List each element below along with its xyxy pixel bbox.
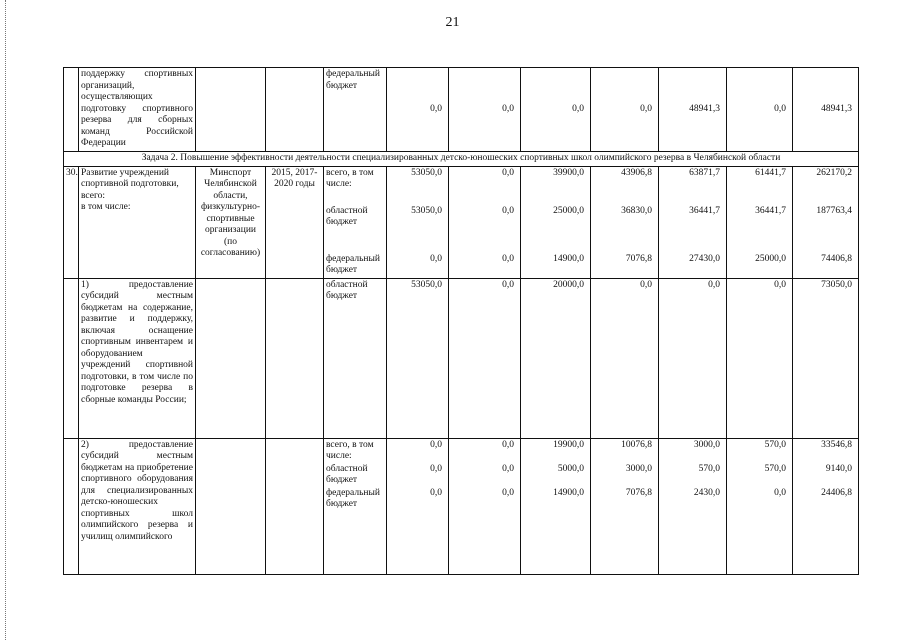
value-column: 0,0 0,0 0,0: [449, 166, 521, 278]
funding-source: областной бюджет: [326, 463, 368, 485]
value-cell: 48941,3: [659, 68, 727, 152]
value-column: 262170,2 187763,4 74406,8: [793, 166, 859, 278]
value-cell: 0,0: [591, 68, 659, 152]
value-column: 19900,0 5000,0 14900,0: [521, 438, 591, 574]
budget-table: [63, 67, 859, 575]
value-cell: 0,0: [449, 68, 521, 152]
value-cell: 0,0: [727, 278, 793, 438]
funding-sources: [324, 438, 387, 574]
measure-name: 1) предоставление субсидий местным бюджетам на содержание, развитие и поддержку, включая оснащение спортивным инвентарем и оборудованием учреждений спортивной подготовки, в том числе по подготовке резерва в сборные команды России;: [79, 278, 196, 438]
value-cell: 20000,0: [521, 278, 591, 438]
value-column: 63871,7 36441,7 27430,0: [659, 166, 727, 278]
executor: Минспорт Челябинской области, физкультурно-спортивные организации (по согласованию): [196, 166, 266, 278]
page-number: 21: [445, 15, 460, 30]
years: 2015, 2017-2020 годы: [266, 166, 324, 278]
value-column: 33546,8 9140,0 24406,8: [793, 438, 859, 574]
funding-source: всего, в том числе:: [326, 439, 374, 461]
measure-name: поддержку спортивных организаций, осуществляющих подготовку спортивного резерва для сборных команд Российской Федерации: [79, 68, 196, 152]
value-cell: 0,0: [521, 68, 591, 152]
value-column: 0,0 0,0 0,0: [449, 438, 521, 574]
measure-name: 2) предоставление субсидий местным бюджетам на приобретение спортивного оборудования для специализированных детско-юношеских спортивных школ олимпийского резерва и училищ олимпийского: [79, 438, 196, 574]
binding-margin-line: [5, 0, 6, 640]
value-cell: 0,0: [591, 278, 659, 438]
measure-name-sub: в том числе:: [81, 202, 131, 212]
funding-source: всего, в том числе:: [326, 167, 374, 189]
value-column: 39900,0 25000,0 14900,0: [521, 166, 591, 278]
table-row: [64, 278, 859, 438]
funding-source: областной бюджет: [326, 205, 368, 227]
value-column: 570,0 570,0 0,0: [727, 438, 793, 574]
row-number: 30.: [64, 166, 79, 278]
value-column: 43906,8 36830,0 7076,8: [591, 166, 659, 278]
value-cell: 0,0: [727, 68, 793, 152]
funding-source: федеральный бюджет: [324, 68, 387, 152]
table-row: [64, 166, 859, 278]
funding-source: федеральный бюджет: [326, 487, 380, 509]
funding-source: областной бюджет: [324, 278, 387, 438]
value-cell: 53050,0: [387, 278, 449, 438]
value-column: 0,0 0,0 0,0: [387, 438, 449, 574]
value-column: 53050,0 53050,0 0,0: [387, 166, 449, 278]
table-row: [64, 68, 859, 152]
measure-name: Развитие учреждений спортивной подготовки, всего:: [81, 167, 179, 201]
value-cell: 73050,0: [793, 278, 859, 438]
value-column: 61441,7 36441,7 25000,0: [727, 166, 793, 278]
funding-source: федеральный бюджет: [326, 253, 380, 275]
task-title: Задача 2. Повышение эффективности деятельности специализированных детско-юношеских спортивных школ олимпийского резерва в Челябинской области: [64, 152, 859, 167]
funding-sources: [324, 166, 387, 278]
value-column: 10076,8 3000,0 7076,8: [591, 438, 659, 574]
table-row: [64, 438, 859, 574]
value-column: 3000,0 570,0 2430,0: [659, 438, 727, 574]
value-cell: 0,0: [659, 278, 727, 438]
value-cell: 0,0: [387, 68, 449, 152]
task-header-row: [64, 152, 859, 167]
value-cell: 48941,3: [793, 68, 859, 152]
value-cell: 0,0: [449, 278, 521, 438]
measure-name-cell: [79, 166, 196, 278]
